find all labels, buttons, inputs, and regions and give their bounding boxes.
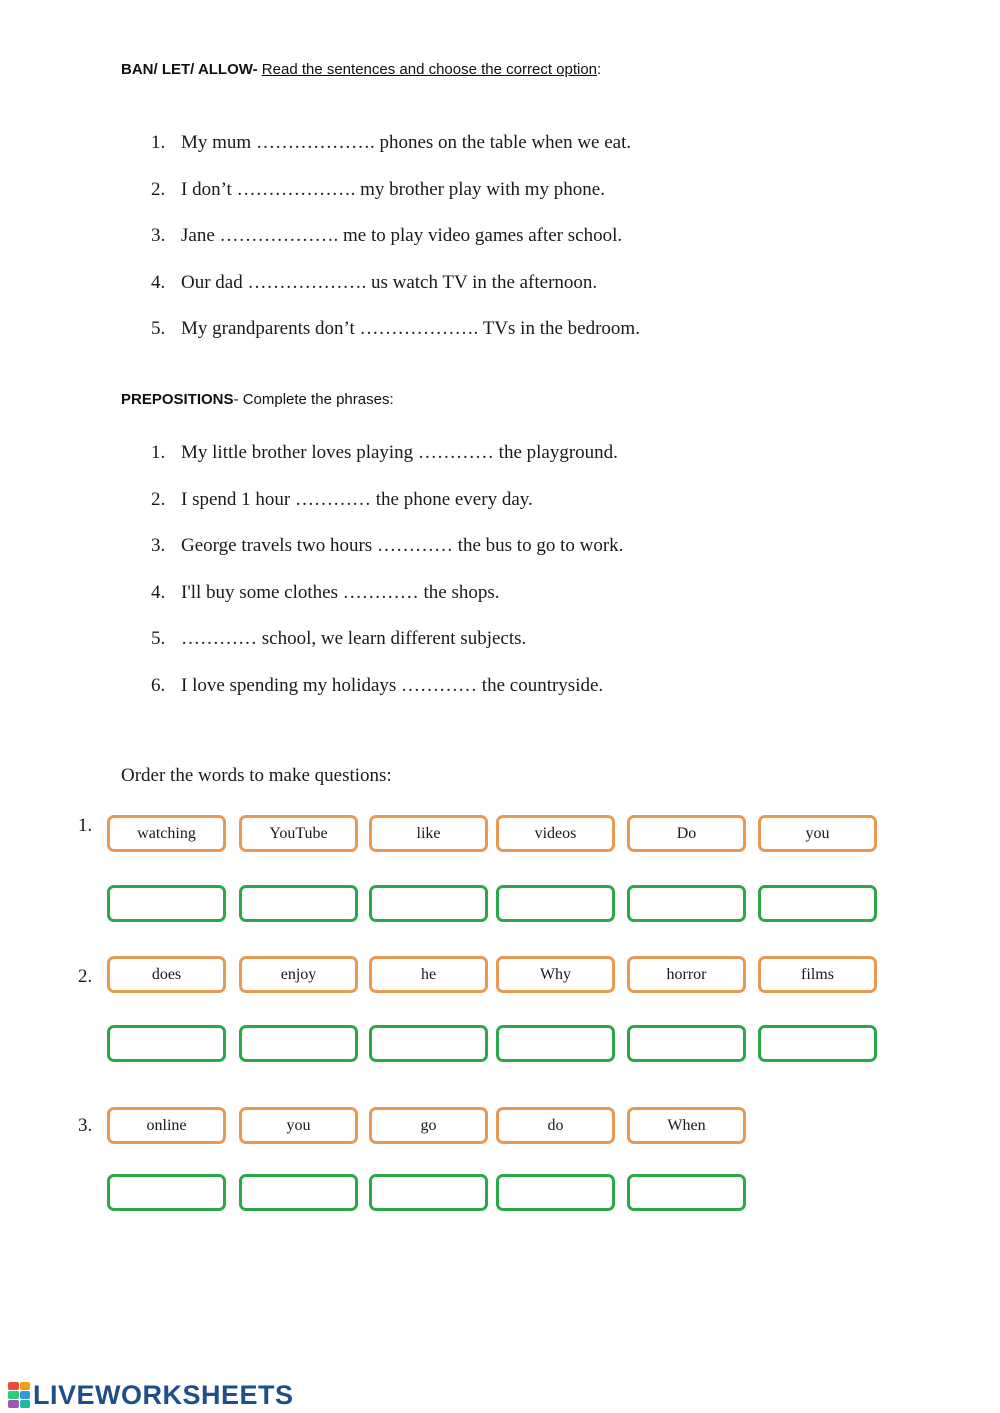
- logo-square: [8, 1400, 19, 1408]
- word-tile[interactable]: go: [369, 1107, 488, 1144]
- item-sentence: My little brother loves playing ………… the playground.: [181, 442, 618, 463]
- word-tile[interactable]: you: [239, 1107, 358, 1144]
- item-number: 3.: [151, 535, 166, 556]
- list-item: [151, 535, 623, 557]
- word-tile[interactable]: online: [107, 1107, 226, 1144]
- item-sentence: Jane ………………. me to play video games after school.: [181, 225, 623, 246]
- item-number: 1.: [151, 442, 166, 463]
- section1-title-bold: BAN/ LET/ ALLOW-: [121, 61, 258, 78]
- brand-name: LIVEWORKSHEETS: [33, 1379, 294, 1410]
- word-tile[interactable]: Why: [496, 956, 615, 993]
- section1-instruction: Read the sentences and choose the correct option: [261, 61, 598, 78]
- answer-slot[interactable]: [496, 885, 615, 922]
- list-item: [151, 675, 603, 697]
- item-sentence: Our dad ………………. us watch TV in the afternoon.: [181, 271, 598, 293]
- word-tile[interactable]: do: [496, 1107, 615, 1144]
- logo-square: [8, 1382, 19, 1390]
- question-number: 1.: [78, 815, 93, 836]
- item-sentence: ………… school, we learn different subjects.: [181, 628, 527, 649]
- logo-square: [20, 1391, 31, 1399]
- word-tile[interactable]: When: [627, 1107, 746, 1144]
- item-number: 1.: [151, 132, 166, 153]
- logo-square: [20, 1400, 31, 1408]
- answer-slot[interactable]: [239, 1174, 358, 1211]
- logo-square: [8, 1391, 19, 1399]
- item-sentence: My grandparents don’t ………………. TVs in the bedroom.: [181, 318, 640, 339]
- word-tile[interactable]: horror: [627, 956, 746, 993]
- answer-slot[interactable]: [239, 885, 358, 922]
- word-tile[interactable]: enjoy: [239, 956, 358, 993]
- item-number: 2.: [151, 178, 166, 200]
- answer-slot[interactable]: [627, 885, 746, 922]
- list-item: [151, 489, 533, 511]
- word-tile[interactable]: YouTube: [239, 815, 358, 852]
- answer-slot[interactable]: [107, 1025, 226, 1062]
- answer-slot[interactable]: [369, 885, 488, 922]
- answer-slot[interactable]: [627, 1025, 746, 1062]
- item-number: 3.: [151, 225, 166, 246]
- answer-slot[interactable]: [496, 1025, 615, 1062]
- section2-title-bold: PREPOSITIONS: [121, 391, 234, 408]
- answer-slot[interactable]: [758, 1025, 877, 1062]
- section1-heading: [121, 61, 601, 78]
- word-tile[interactable]: watching: [107, 815, 226, 852]
- list-item: [151, 132, 631, 154]
- item-sentence: My mum ………………. phones on the table when we eat.: [181, 132, 632, 153]
- item-sentence: I don’t ………………. my brother play with my phone.: [181, 178, 605, 200]
- answer-slot[interactable]: [496, 1174, 615, 1211]
- word-tile[interactable]: like: [369, 815, 488, 852]
- list-item: [151, 628, 526, 650]
- answer-slot[interactable]: [107, 1174, 226, 1211]
- item-sentence: I spend 1 hour ………… the phone every day.: [181, 488, 533, 510]
- item-sentence: I love spending my holidays ………… the countryside.: [181, 674, 604, 696]
- item-number: 5.: [151, 628, 166, 649]
- section2-title-rest: - Complete the phrases:: [233, 391, 394, 408]
- word-tile[interactable]: videos: [496, 815, 615, 852]
- answer-slot[interactable]: [758, 885, 877, 922]
- item-number: 5.: [151, 318, 166, 339]
- list-item: [151, 318, 640, 340]
- question-number: 2.: [78, 966, 93, 987]
- list-item: [151, 179, 605, 201]
- answer-slot[interactable]: [369, 1174, 488, 1211]
- item-sentence: George travels two hours ………… the bus to go to work.: [181, 535, 624, 556]
- word-tile[interactable]: Do: [627, 815, 746, 852]
- item-sentence: I'll buy some clothes ………… the shops.: [181, 581, 500, 603]
- answer-slot[interactable]: [627, 1174, 746, 1211]
- word-tile[interactable]: films: [758, 956, 877, 993]
- word-tile[interactable]: does: [107, 956, 226, 993]
- list-item: [151, 225, 622, 247]
- liveworksheets-brand[interactable]: [8, 1379, 294, 1411]
- list-item: [151, 442, 618, 464]
- answer-slot[interactable]: [369, 1025, 488, 1062]
- item-number: 6.: [151, 674, 166, 696]
- answer-slot[interactable]: [239, 1025, 358, 1062]
- list-item: [151, 272, 597, 294]
- word-tile[interactable]: you: [758, 815, 877, 852]
- list-item: [151, 582, 499, 604]
- answer-slot[interactable]: [107, 885, 226, 922]
- item-number: 4.: [151, 581, 166, 603]
- liveworksheets-logo-icon: [8, 1382, 30, 1408]
- section2-heading: [121, 391, 394, 408]
- word-tile[interactable]: he: [369, 956, 488, 993]
- item-number: 4.: [151, 271, 166, 293]
- section3-title: Order the words to make questions:: [121, 765, 392, 786]
- section1-title-end: :: [597, 61, 602, 78]
- logo-square: [20, 1382, 31, 1390]
- item-number: 2.: [151, 488, 166, 510]
- question-number: 3.: [78, 1115, 93, 1136]
